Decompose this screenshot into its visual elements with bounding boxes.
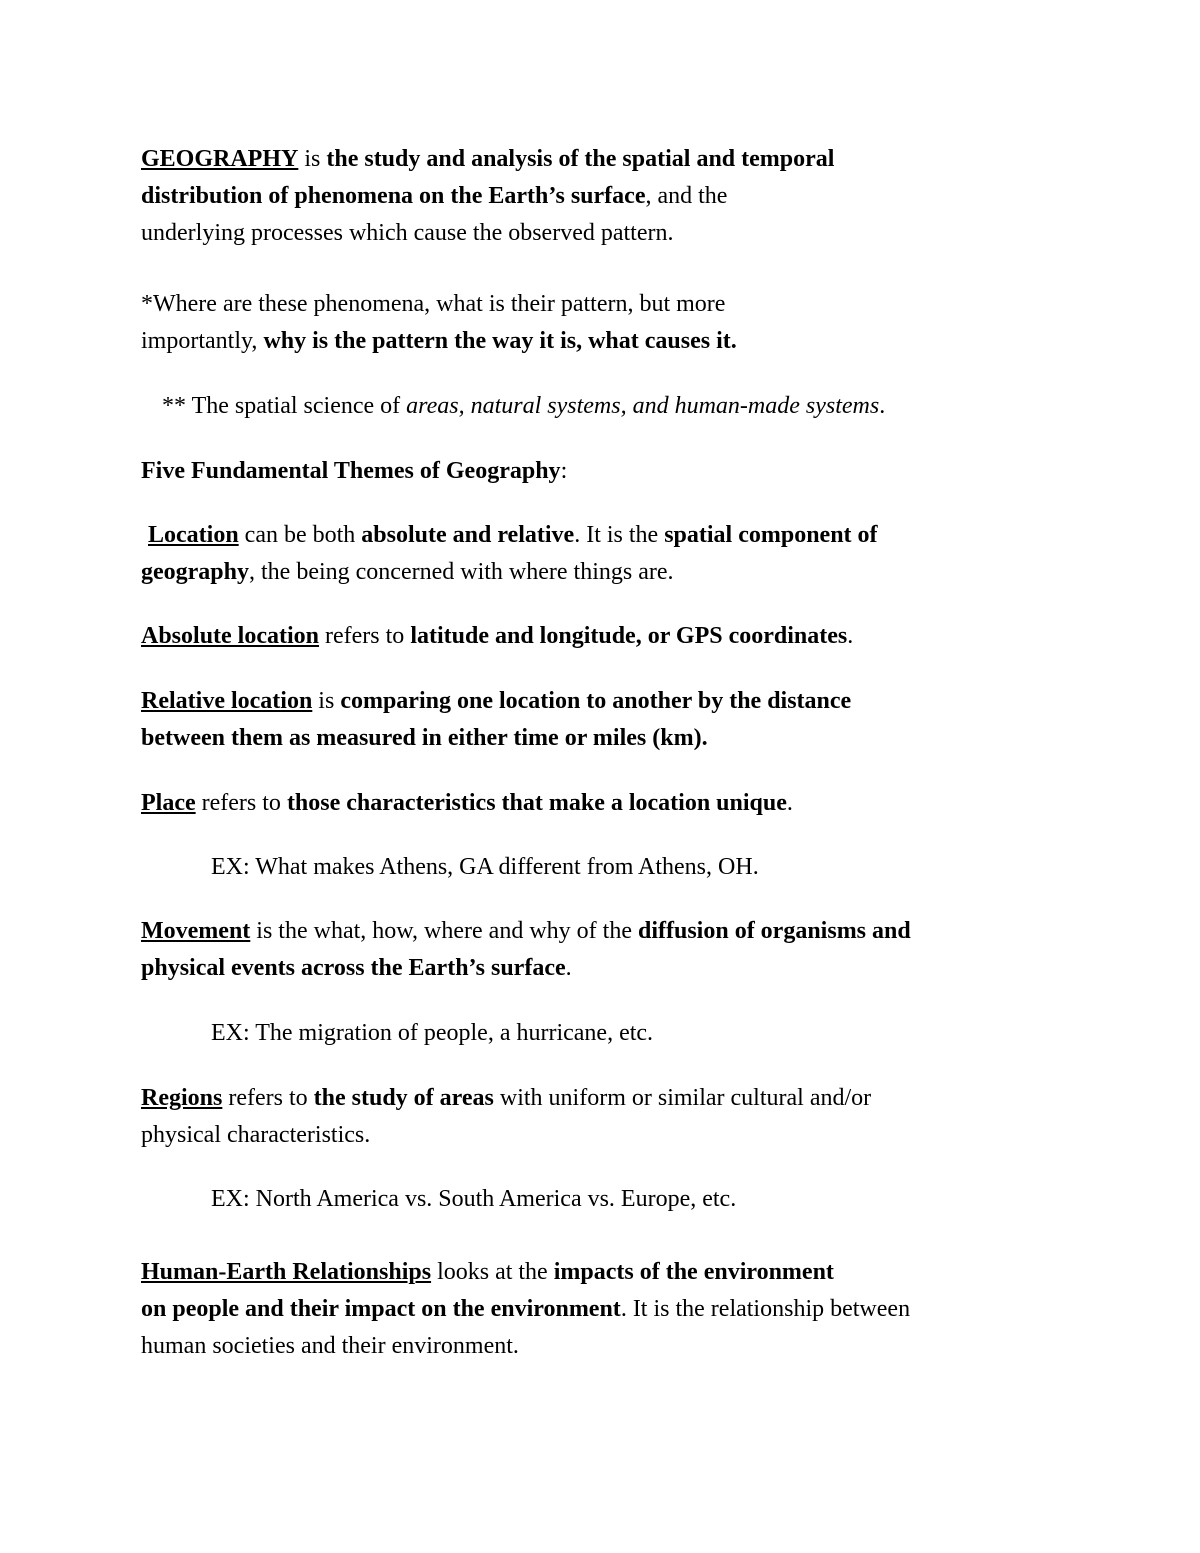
why-note-line-2: importantly, why is the pattern the way it is, what causes it. bbox=[141, 328, 737, 354]
location-line-1: Location can be both absolute and relative. It is the spatial component of bbox=[148, 522, 878, 548]
regions-term: Regions bbox=[141, 1085, 223, 1111]
human-earth-line-3: human societies and their environment. bbox=[141, 1333, 519, 1359]
regions-line-2: physical characteristics. bbox=[141, 1122, 371, 1148]
why-note-line-1: *Where are these phenomena, what is their pattern, but more bbox=[141, 291, 726, 317]
regions-line-1: Regions refers to the study of areas with uniform or similar cultural and/or bbox=[141, 1085, 872, 1111]
movement-example: EX: The migration of people, a hurricane, etc. bbox=[211, 1020, 654, 1046]
geography-term: GEOGRAPHY bbox=[141, 146, 299, 172]
place-term: Place bbox=[141, 790, 196, 816]
location-line-2: geography, the being concerned with where things are. bbox=[141, 559, 674, 585]
themes-heading: Five Fundamental Themes of Geography: bbox=[141, 458, 568, 484]
spatial-science-note: ** The spatial science of areas, natural systems, and human-made systems. bbox=[162, 393, 886, 419]
geography-definition-line-1: GEOGRAPHY is the study and analysis of the spatial and temporal bbox=[141, 146, 835, 172]
human-earth-line-2: on people and their impact on the environment. It is the relationship between bbox=[141, 1296, 911, 1322]
geography-definition-line-2: distribution of phenomena on the Earth’s surface, and the bbox=[141, 183, 728, 209]
absolute-location-term: Absolute location bbox=[141, 623, 320, 649]
relative-location-line-2: between them as measured in either time or miles (km). bbox=[141, 725, 708, 751]
relative-location-term: Relative location bbox=[141, 688, 313, 714]
human-earth-line-1: Human-Earth Relationships looks at the impacts of the environment bbox=[141, 1259, 834, 1285]
location-term: Location bbox=[148, 522, 239, 548]
geography-definition-line-3: underlying processes which cause the observed pattern. bbox=[141, 220, 674, 246]
movement-term: Movement bbox=[141, 918, 251, 944]
place-line: Place refers to those characteristics that make a location unique. bbox=[141, 790, 793, 816]
absolute-location-line: Absolute location refers to latitude and longitude, or GPS coordinates. bbox=[141, 623, 854, 649]
movement-line-1: Movement is the what, how, where and why of the diffusion of organisms and bbox=[141, 918, 911, 944]
relative-location-line-1: Relative location is comparing one location to another by the distance bbox=[141, 688, 852, 714]
movement-line-2: physical events across the Earth’s surface. bbox=[141, 955, 572, 981]
regions-example: EX: North America vs. South America vs. Europe, etc. bbox=[211, 1186, 737, 1212]
place-example: EX: What makes Athens, GA different from Athens, OH. bbox=[211, 854, 759, 880]
human-earth-term: Human-Earth Relationships bbox=[141, 1259, 432, 1285]
